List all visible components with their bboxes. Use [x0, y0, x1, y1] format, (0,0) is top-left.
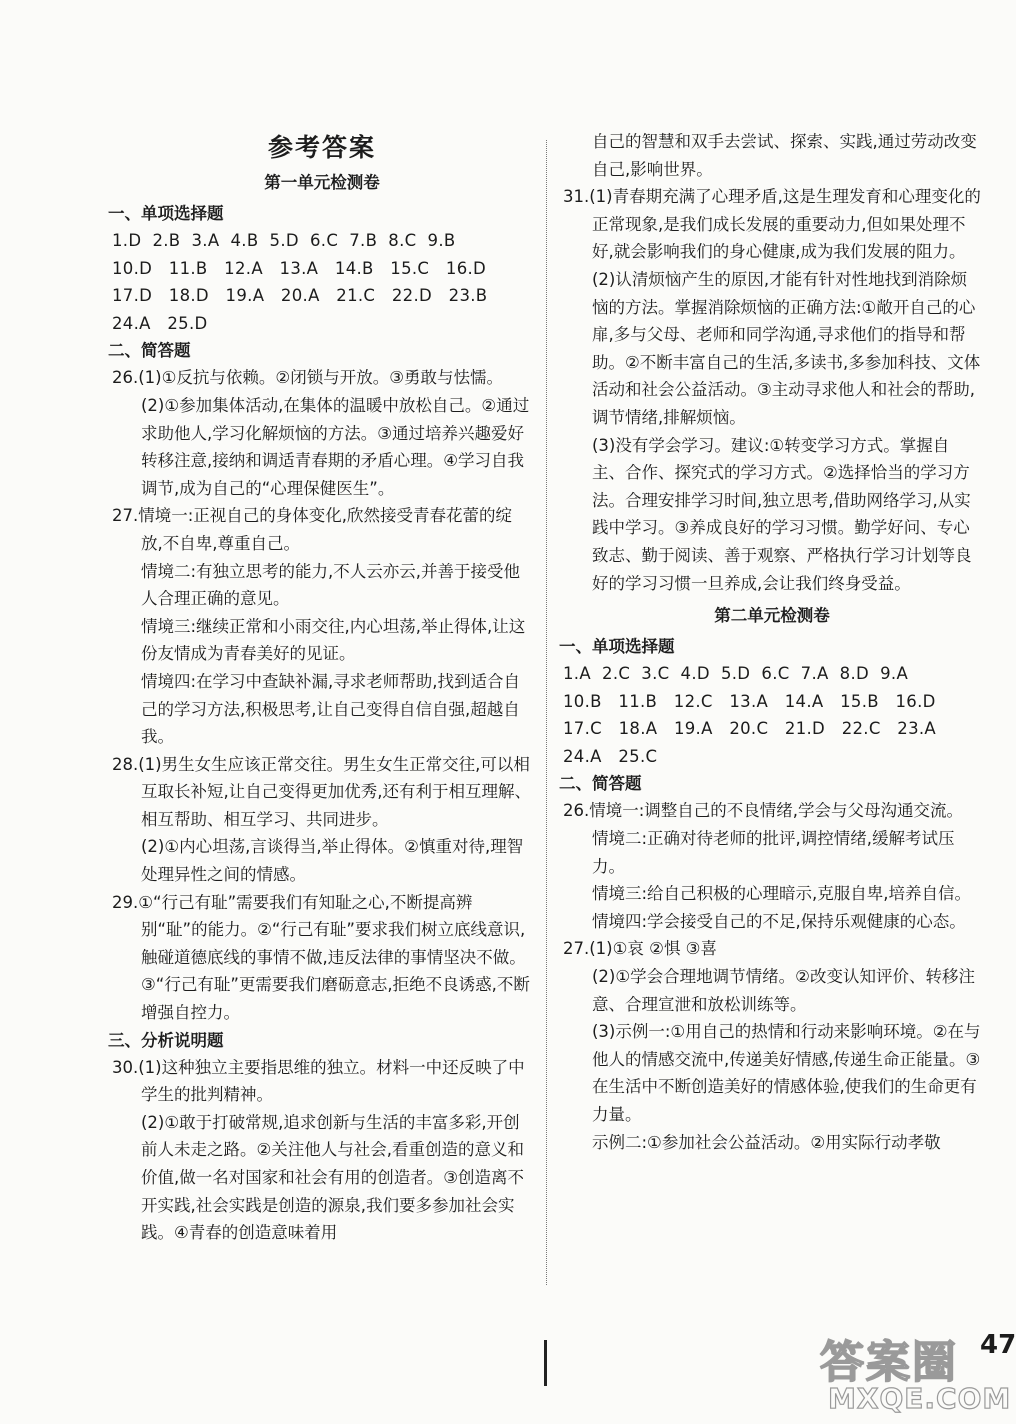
watermark-url: MXQE.COM: [828, 1382, 1012, 1415]
answer-27-scene1: 27.情境一:正视自己的身体变化,欣然接受青春花蕾的绽放,不自卑,尊重自己。: [112, 506, 513, 553]
choice-answers-row: 1.D 2.B 3.A 4.B 5.D 6.C 7.B 8.C 9.B: [112, 231, 456, 250]
answer-31-part2: (2)认清烦恼产生的原因,才能有针对性地找到消除烦恼的方法。掌握消除烦恼的正确方法:①敞开自己的心扉,多与父母、老师和同学沟通,寻求他们的指导和帮助。②不断丰富自己的生活,多读书,多参加科技、文体活动和社会公益活动。③主动寻求他人和社会的帮助,调节情绪,排解烦恼。: [592, 269, 981, 427]
section-heading: 一、单项选择题: [108, 204, 224, 223]
page-title: 参考答案: [267, 133, 376, 162]
choice-answers-row: 17.D 18.D 19.A 20.A 21.C 22.D 23.B: [112, 286, 488, 306]
answer-27-part1: 27.(1)①哀 ②惧 ③喜: [563, 939, 717, 959]
answer-30-continued: 自己的智慧和双手去尝试、探索、实践,通过劳动改变自己,影响世界。: [592, 132, 977, 179]
answer-27-part2: (2)①学会合理地调节情绪。②改变认知评价、转移注意、合理宣泄和放松训练等。: [592, 967, 975, 1014]
answer-26-part2: (2)①参加集体活动,在集体的温暖中放松自己。②通过求助他人,学习化解烦恼的方法。③通过培养兴趣爱好转移注意,接纳和调适青春期的矛盾心理。④学习自我调节,成为自己的“心理保健医生”。: [141, 395, 530, 498]
choice-answers-row: 17.C 18.A 19.A 20.C 21.D 22.C 23.A: [563, 719, 937, 739]
section-heading: 二、简答题: [559, 774, 642, 794]
answer-26-scene3: 情境三:给自己积极的心理暗示,克服自卑,培养自信。: [592, 884, 972, 904]
answer-26-scene4: 情境四:学会接受自己的不足,保持乐观健康的心态。: [592, 911, 966, 931]
answer-27-part3: (3)示例一:①用自己的热情和行动来影响环境。②在与他人的情感交流中,传递美好情感,传递生命正能量。③在生活中不断创造美好的情感体验,使我们的生命更有力量。: [592, 1022, 981, 1124]
answer-28-part2: (2)①内心坦荡,言谈得当,举止得体。②慎重对待,理智处理异性之间的情感。: [141, 837, 524, 885]
answer-30-part1: 30.(1)这种独立主要指思维的独立。材料一中还反映了中学生的批判精神。: [112, 1057, 525, 1105]
right-column: [559, 128, 981, 1156]
answer-26-scene2: 情境二:正确对待老师的批评,调控情绪,缓解考试压力。: [592, 829, 955, 876]
answer-27-scene2: 情境二:有独立思考的能力,不人云亦云,并善于接受他人合理正确的意见。: [141, 561, 521, 609]
binding-mark: [544, 1340, 547, 1386]
choice-answers-row: 10.D 11.B 12.A 13.A 14.B 15.C 16.D: [112, 258, 487, 278]
answer-30-part2: (2)①敢于打破常规,追求创新与生活的丰富多彩,开创前人未走之路。②关注他人与社会,看重创造的意义和价值,做一名对国家和社会有用的创造者。③创造离不开实践,社会实践是创造的源泉,我们要多参加社会实践。④青春的创造意味着用: [141, 1112, 525, 1243]
choice-answers-row: 1.A 2.C 3.C 4.D 5.D 6.C 7.A 8.D 9.A: [563, 664, 909, 684]
section-heading: 二、简答题: [108, 341, 191, 361]
choice-answers-row: 24.A 25.D: [112, 313, 208, 333]
column-divider: [546, 140, 547, 1285]
left-column: [108, 128, 532, 1247]
answer-31-part1: 31.(1)青春期充满了心理矛盾,这是生理发育和心理变化的正常现象,是我们成长发展的重要动力,但如果处理不好,就会影响我们的身心健康,成为我们发展的阻力。: [563, 187, 981, 262]
answer-26-part1: 26.(1)①反抗与依赖。②闭锁与开放。③勇敢与怯懦。: [112, 368, 503, 388]
answer-27-scene3: 情境三:继续正常和小雨交往,内心坦荡,举止得体,让这份友情成为青春美好的见证。: [141, 616, 526, 664]
answer-27-example2: 示例二:①参加社会公益活动。②用实际行动孝敬: [592, 1132, 941, 1152]
answer-27-scene4: 情境四:在学习中查缺补漏,寻求老师帮助,找到适合自己的学习方法,积极思考,让自己变得自信自强,超越自我。: [141, 671, 521, 747]
answer-28-part1: 28.(1)男生女生应该正常交往。男生女生正常交往,可以相互取长补短,让自己变得更加优秀,还有利于相互理解、相互帮助、相互学习、共同进步。: [112, 754, 531, 829]
answer-31-part3: (3)没有学会学习。建议:①转变学习方式。掌握自主、合作、探究式的学习方式。②选择恰当的学习方法。合理安排学习时间,独立思考,借助网络学习,从实践中学习。③养成良好的学习习惯。勤学好问、专心致志、勤于阅读、善于观察、严格执行学习计划等良好的学习习惯一旦养成,会让我们终身受益。: [592, 435, 972, 593]
page-number: 47: [980, 1330, 1016, 1360]
unit-1-heading: 第一单元检测卷: [264, 173, 380, 192]
answer-26-scene1: 26.情境一:调整自己的不良情绪,学会与父母沟通交流。: [563, 801, 964, 821]
section-heading: 三、分析说明题: [108, 1030, 224, 1050]
choice-answers-row: 10.B 11.B 12.C 13.A 14.A 15.B 16.D: [563, 691, 936, 711]
answer-29: 29.①“行己有耻”需要我们有知耻之心,不断提高辨别“耻”的能力。②“行己有耻”要求我们树立底线意识,触碰道德底线的事情不做,违反法律的事情坚决不做。③“行己有耻”更需要我们磨砺意志,拒绝不良诱惑,不断增强自控力。: [112, 892, 530, 1023]
choice-answers-row: 24.A 25.C: [563, 746, 658, 766]
section-heading: 一、单项选择题: [559, 637, 675, 657]
watermark-text: 答案圈: [820, 1337, 958, 1388]
unit-2-heading: 第二单元检测卷: [714, 606, 830, 626]
